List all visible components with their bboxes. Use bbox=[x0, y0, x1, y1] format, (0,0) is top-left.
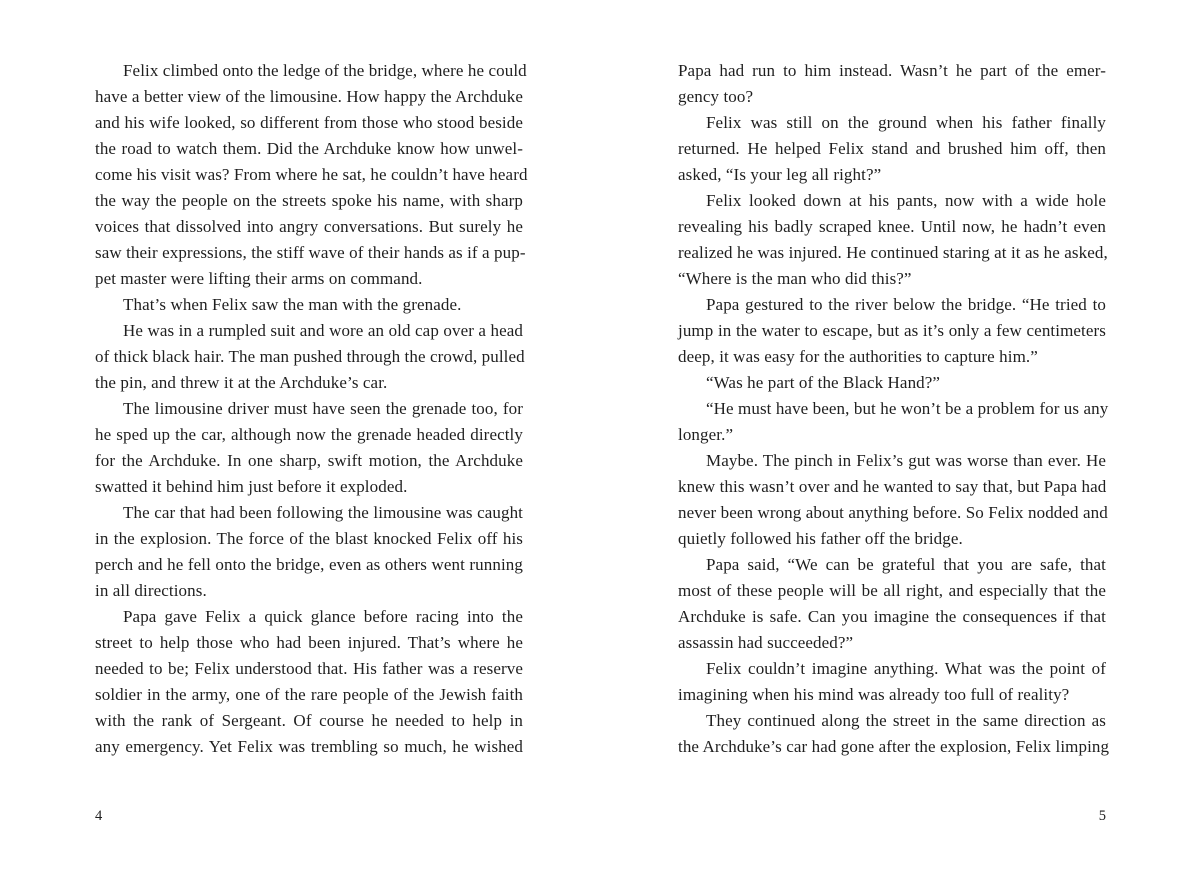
paragraph bbox=[678, 656, 1106, 708]
text-line: The car that had been following the limousine was caught bbox=[123, 503, 523, 522]
text-line: “He must have been, but he won’t be a problem for us any bbox=[706, 399, 1109, 418]
text-line: with the rank of Sergeant. Of course he needed to help in bbox=[95, 711, 523, 730]
text-line: Papa said, “We can be grateful that you are safe, that bbox=[706, 555, 1106, 574]
paragraph bbox=[95, 500, 523, 604]
text-line: “Was he part of the Black Hand?” bbox=[706, 373, 941, 392]
text-line: Maybe. The pinch in Felix’s gut was worse than ever. He bbox=[706, 451, 1106, 470]
text-line: he sped up the car, although now the grenade headed directly bbox=[95, 425, 523, 444]
text-line: in all directions. bbox=[95, 581, 207, 600]
text-line: Felix was still on the ground when his father finally bbox=[706, 113, 1106, 132]
text-line: jump in the water to escape, but as it’s only a few centimeters bbox=[678, 321, 1106, 340]
text-line: pet master were lifting their arms on command. bbox=[95, 269, 423, 288]
right-page-text-column bbox=[678, 58, 1110, 760]
paragraph bbox=[95, 292, 523, 318]
paragraph bbox=[95, 58, 528, 292]
text-line: Felix looked down at his pants, now with a wide hole bbox=[706, 191, 1106, 210]
text-line: most of these people will be all right, and especially that the bbox=[678, 581, 1106, 600]
text-line: voices that dissolved into angry conversations. But surely he bbox=[95, 217, 523, 236]
paragraph bbox=[678, 448, 1106, 552]
text-line: Papa gestured to the river below the bridge. “He tried to bbox=[706, 295, 1106, 314]
page-number-right: 5 bbox=[1098, 808, 1106, 824]
text-line: Felix couldn’t imagine anything. What was the point of bbox=[706, 659, 1106, 678]
text-line: street to help those who had been injured. That’s where he bbox=[95, 633, 523, 652]
text-line: returned. He helped Felix stand and brushed him off, then bbox=[678, 139, 1106, 158]
text-line: knew this wasn’t over and he wanted to say that, but Papa had bbox=[678, 477, 1107, 496]
text-line: They continued along the street in the same direction as bbox=[706, 711, 1106, 730]
text-line: quietly followed his father off the bridge. bbox=[678, 529, 963, 548]
paragraph bbox=[678, 292, 1106, 370]
text-line: Felix climbed onto the ledge of the bridge, where he could bbox=[123, 61, 527, 80]
paragraph bbox=[95, 396, 523, 500]
text-line: Archduke is safe. Can you imagine the consequences if that bbox=[678, 607, 1106, 626]
page-number-left: 4 bbox=[95, 808, 103, 824]
paragraph bbox=[678, 370, 1106, 396]
text-line: in the explosion. The force of the blast knocked Felix off his bbox=[95, 529, 523, 548]
text-line: That’s when Felix saw the man with the grenade. bbox=[123, 295, 462, 314]
text-line: perch and he fell onto the bridge, even as others went running bbox=[95, 555, 523, 574]
paragraph bbox=[678, 708, 1110, 760]
text-line: for the Archduke. In one sharp, swift motion, the Archduke bbox=[95, 451, 523, 470]
text-line: come his visit was? From where he sat, he couldn’t have heard bbox=[95, 165, 528, 184]
text-line: revealing his badly scraped knee. Until now, he hadn’t even bbox=[678, 217, 1106, 236]
text-line: The limousine driver must have seen the grenade too, for bbox=[123, 399, 523, 418]
text-line: swatted it behind him just before it exploded. bbox=[95, 477, 408, 496]
text-line: have a better view of the limousine. How happy the Archduke bbox=[95, 87, 523, 106]
text-line: soldier in the army, one of the rare people of the Jewish faith bbox=[95, 685, 523, 704]
paragraph bbox=[678, 110, 1106, 188]
text-line: never been wrong about anything before. So Felix nodded and bbox=[678, 503, 1108, 522]
paragraph bbox=[678, 552, 1106, 656]
text-line: and his wife looked, so different from those who stood beside bbox=[95, 113, 523, 132]
paragraph bbox=[678, 188, 1106, 292]
text-line: asked, “Is your leg all right?” bbox=[678, 165, 882, 184]
text-line: realized he was injured. He continued staring at it as he asked, bbox=[678, 243, 1108, 262]
text-line: the pin, and threw it at the Archduke’s car. bbox=[95, 373, 388, 392]
text-line: of thick black hair. The man pushed through the crowd, pulled bbox=[95, 347, 525, 366]
text-line: Papa had run to him instead. Wasn’t he part of the emer- bbox=[678, 61, 1106, 80]
text-line: longer.” bbox=[678, 425, 734, 444]
text-line: “Where is the man who did this?” bbox=[678, 269, 912, 288]
paragraph bbox=[95, 318, 523, 396]
paragraph bbox=[678, 396, 1109, 448]
paragraph bbox=[95, 604, 523, 760]
text-line: the Archduke’s car had gone after the explosion, Felix limping bbox=[678, 737, 1110, 756]
text-line: the road to watch them. Did the Archduke know how unwel- bbox=[95, 139, 523, 158]
text-line: assassin had succeeded?” bbox=[678, 633, 854, 652]
text-line: He was in a rumpled suit and wore an old cap over a head bbox=[123, 321, 523, 340]
left-page-text-column bbox=[95, 58, 528, 760]
text-line: Papa gave Felix a quick glance before racing into the bbox=[123, 607, 523, 626]
text-line: gency too? bbox=[678, 87, 754, 106]
text-line: deep, it was easy for the authorities to capture him.” bbox=[678, 347, 1038, 366]
text-line: saw their expressions, the stiff wave of their hands as if a pup- bbox=[95, 243, 526, 262]
text-line: the way the people on the streets spoke his name, with sharp bbox=[95, 191, 523, 210]
text-line: imagining when his mind was already too full of reality? bbox=[678, 685, 1070, 704]
text-line: needed to be; Felix understood that. His father was a reserve bbox=[95, 659, 523, 678]
text-line: any emergency. Yet Felix was trembling so much, he wished bbox=[95, 737, 523, 756]
paragraph bbox=[678, 58, 1106, 110]
